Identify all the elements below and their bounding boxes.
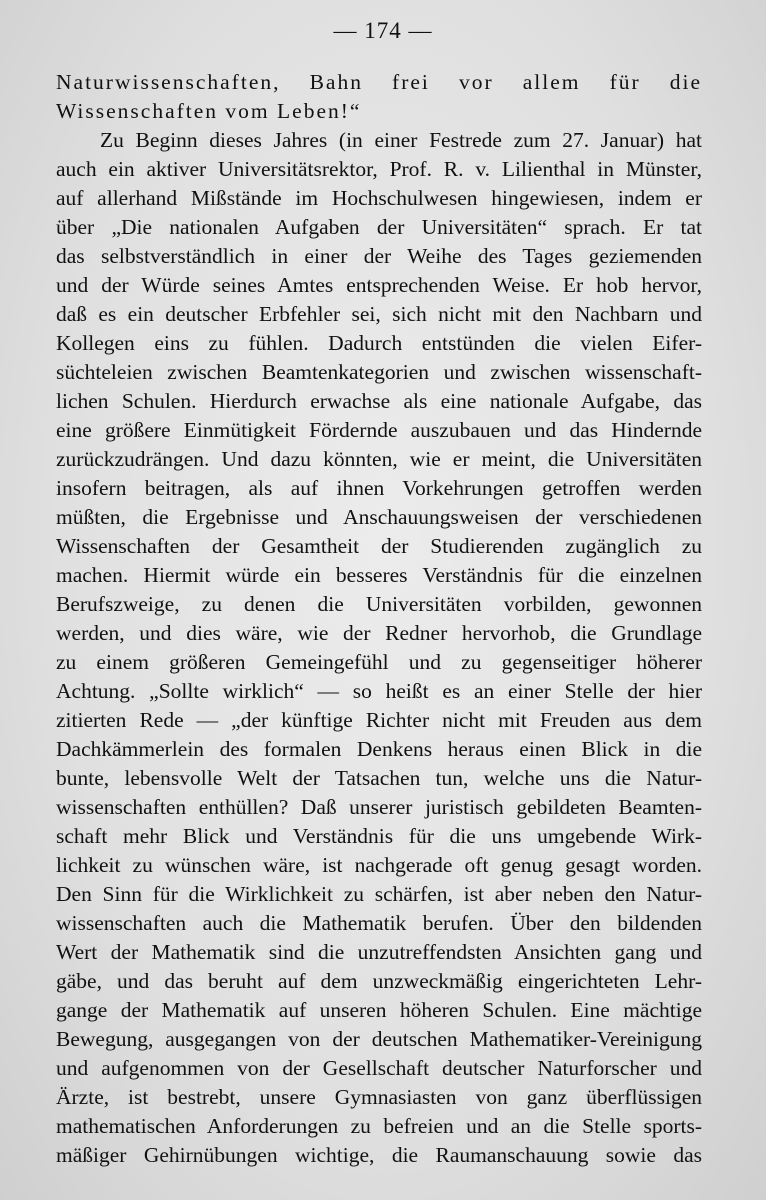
text-line: mathematischen Anforderungen zu befreien und an die Stelle sports- xyxy=(56,1114,702,1138)
text-line: Wissenschaften vom Leben!“ xyxy=(56,99,362,123)
text-line: eine größere Einmütigkeit Fördernde auszubauen und das Hindernde xyxy=(56,418,702,442)
text-line: lichkeit zu wünschen wäre, ist nachgerade oft genug gesagt worden. xyxy=(56,853,702,877)
text-line: Ärzte, ist bestrebt, unsere Gymnasiasten von ganz überflüssigen xyxy=(56,1085,702,1109)
text-line: wissenschaften enthüllen? Daß unserer juristisch gebildeten Beamten- xyxy=(56,795,702,819)
text-line: auch ein aktiver Universitätsrektor, Prof. R. v. Lilienthal in Münster, xyxy=(56,157,702,181)
page-number: — 174 — xyxy=(333,18,433,43)
text-line: gäbe, und das beruht auf dem unzweckmäßig eingerichteten Lehr- xyxy=(56,969,702,993)
text-line: insofern beitragen, als auf ihnen Vorkehrungen getroffen werden xyxy=(56,476,702,500)
text-line: auf allerhand Mißstände im Hochschulwesen hingewiesen, indem er xyxy=(56,186,702,210)
text-line: Zu Beginn dieses Jahres (in einer Festrede zum 27. Januar) hat xyxy=(100,128,702,152)
text-line: Naturwissenschaften, Bahn frei vor allem für die xyxy=(56,70,702,94)
text-line: Bewegung, ausgegangen von der deutschen Mathematiker-Vereinigung xyxy=(56,1027,702,1051)
text-line: zurückzudrängen. Und dazu könnten, wie er meint, die Universitäten xyxy=(56,447,702,471)
text-line: mäßiger Gehirnübungen wichtige, die Raumanschauung sowie das xyxy=(56,1143,702,1167)
text-line: Wissenschaften der Gesamtheit der Studierenden zugänglich zu xyxy=(56,534,702,558)
text-line: gange der Mathematik auf unseren höheren Schulen. Eine mächtige xyxy=(56,998,702,1022)
text-line: Kollegen eins zu fühlen. Dadurch entstünden die vielen Eifer- xyxy=(56,331,702,355)
text-line: machen. Hiermit würde ein besseres Verständnis für die einzelnen xyxy=(56,563,702,587)
text-line: daß es ein deutscher Erbfehler sei, sich nicht mit den Nachbarn und xyxy=(56,302,702,326)
text-line: süchteleien zwischen Beamtenkategorien und zwischen wissenschaft- xyxy=(56,360,702,384)
text-line: Den Sinn für die Wirklichkeit zu schärfen, ist aber neben den Natur- xyxy=(56,882,702,906)
text-line: werden, und dies wäre, wie der Redner hervorhob, die Grundlage xyxy=(56,621,702,645)
text-line: zitierten Rede — „der künftige Richter nicht mit Freuden aus dem xyxy=(56,708,702,732)
body-text xyxy=(56,68,702,1170)
text-line: das selbstverständlich in einer der Weihe des Tages geziemenden xyxy=(56,244,702,268)
text-line: bunte, lebensvolle Welt der Tatsachen tun, welche uns die Natur- xyxy=(56,766,702,790)
text-line: lichen Schulen. Hierdurch erwachse als eine nationale Aufgabe, das xyxy=(56,389,702,413)
text-line: Dachkämmerlein des formalen Denkens heraus einen Blick in die xyxy=(56,737,702,761)
text-line: schaft mehr Blick und Verständnis für die uns umgebende Wirk- xyxy=(56,824,702,848)
text-line: zu einem größeren Gemeingefühl und zu gegenseitiger höherer xyxy=(56,650,702,674)
text-line: Wert der Mathematik sind die unzutreffendsten Ansichten gang und xyxy=(56,940,702,964)
text-line: müßten, die Ergebnisse und Anschauungsweisen der verschiedenen xyxy=(56,505,702,529)
text-line: und der Würde seines Amtes entsprechenden Weise. Er hob hervor, xyxy=(56,273,702,297)
text-line: und aufgenommen von der Gesellschaft deutscher Naturforscher und xyxy=(56,1056,702,1080)
text-line: Berufszweige, zu denen die Universitäten vorbilden, gewonnen xyxy=(56,592,702,616)
text-line: wissenschaften auch die Mathematik berufen. Über den bildenden xyxy=(56,911,702,935)
text-line: Achtung. „Sollte wirklich“ — so heißt es an einer Stelle der hier xyxy=(56,679,702,703)
text-line: über „Die nationalen Aufgaben der Universitäten“ sprach. Er tat xyxy=(56,215,702,239)
